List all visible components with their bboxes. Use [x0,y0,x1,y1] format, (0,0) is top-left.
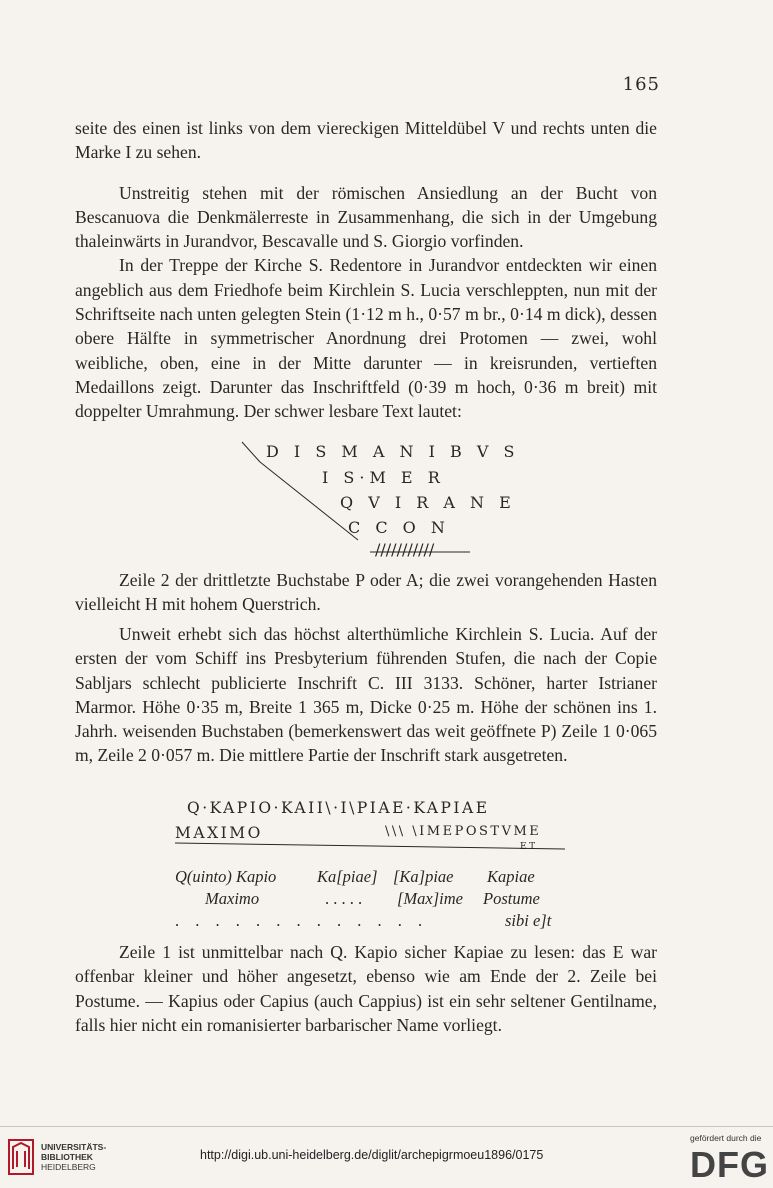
inscription-figure-1 [230,440,520,565]
body-text-unweit [75,622,657,768]
footer-bar [0,1126,773,1188]
funding-note: gefördert durch die [690,1133,762,1143]
transcription-cell: [Ka]piae [393,867,454,886]
inscription-line: ET [520,842,538,852]
paragraph: Zeile 2 der drittletzte Buchstabe P oder A; die zwei vorangehenden Hasten vielleicht H mit hohem Querstrich. [75,570,657,615]
transcription-cell: Postume [483,889,540,908]
transcription-cell: Kapiae [487,867,535,886]
dfg-logo: DFG [690,1144,769,1185]
inscription-line: Q V I R A N E [340,493,516,512]
transcription-row [175,866,575,888]
inscription-line: /////////// [375,540,435,559]
transcription-cell: . . . . . . . . . . . . . [175,911,429,930]
paragraph: Zeile 1 ist unmittelbar nach Q. Kapio sicher Kapiae zu lesen: das E war offenbar kleiner und höher angesetzt, ebenso wie am Ende der 2. Zeile bei Postume. — Kapius oder Capius (auch Cappius) ist ein sehr seltener Gentilname, falls hier nicht ein romanisierter barbarischer Name vorliegt. [75,942,657,1035]
transcription-row [175,888,575,910]
inscription-line: I S·M E R [322,468,445,487]
transcription-row [175,910,575,932]
inscription-line: MAXIMO [175,824,263,842]
paragraph: In der Treppe der Kirche S. Redentore in Jurandvor entdeckten wir einen angeblich aus dem Friedhofe beim Kirchlein S. Lucia verschleppten, nun mit der Schriftseite nach unten gelegten Stein (1·12 m h., 0·57 m br., 0·14 m dick), dessen obere Hälfte in symmetrischer Anordnung drei Protomen — zwei, wohl weibliche, oben, eine in der Mitte darunter — in kreisrunden, vertieften Medaillons zeigt. Darunter das Inschriftfeld (0·39 m hoch, 0·36 m breit) mit doppelter Umrahmung. Der schwer lesbare Text lautet: [75,255,657,422]
library-logo-icon [8,1139,34,1175]
inscription-line: C C O N [348,518,450,537]
inscription-frame-lines [175,793,595,863]
source-url-link[interactable]: http://digi.ub.uni-heidelberg.de/diglit/archepigrmoeu1896/0175 [200,1148,544,1162]
transcription-cell: Maximo [205,889,260,908]
paragraph: Unstreitig stehen mit der römischen Ansiedlung an der Bucht von Bescanuova die Denkmälerreste in Zusammenhang, die sich in der Umgebung thaleinwärts in Jurandvor, Bescavalle und S. Giorgio vorfinden. [75,182,657,252]
inscription-line: \\\ \IMEPOSTVME [385,824,542,839]
library-name [41,1142,106,1172]
page-number: 165 [622,74,660,95]
body-text-zeile1 [75,940,657,1037]
transcription-cell: sibi e]t [505,911,552,930]
transcription-cell: Ka[piae] [317,867,378,886]
transcription-cell: . . . . . [325,889,363,908]
paragraph: seite des einen ist links von dem viereckigen Mitteldübel V und rechts unten die Marke I zu sehen. [75,118,657,163]
library-name-line: BIBLIOTHEK [41,1152,93,1162]
transcription-cell: Q(uinto) Kapio [175,867,277,886]
transcription [175,866,575,932]
body-text-zeile2 [75,568,657,617]
library-name-line: UNIVERSITÄTS- [41,1142,107,1152]
transcription-cell: [Max]ime [397,889,463,908]
inscription-figure-2 [175,793,595,863]
inscription-line: Q·KAPIO·KAII\·I\PIAE·KAPIAE [187,799,490,817]
inscription-line: D I S M A N I B V S [266,442,520,461]
library-name-line: HEIDELBERG [41,1162,96,1172]
paragraph: Unweit erhebt sich das höchst alterthümliche Kirchlein S. Lucia. Auf der ersten der vom Schiff ins Presbyterium führenden Stufen, die nach der Copie Sabljars schlecht publicierte Inschrift C. III 3133. Schöner, harter Istrianer Marmor. Höhe 0·35 m, Breite 1 365 m, Dicke 0·25 m. Höhe der schönen ins 1. Jahrh. weisenden Buchstaben (bemerkenswert das weit geöffnete P) Zeile 1 0·065 m, Zeile 2 0·057 m. Die mittlere Partie der Inschrift stark ausgetreten. [75,624,657,766]
body-text-top [75,116,657,424]
